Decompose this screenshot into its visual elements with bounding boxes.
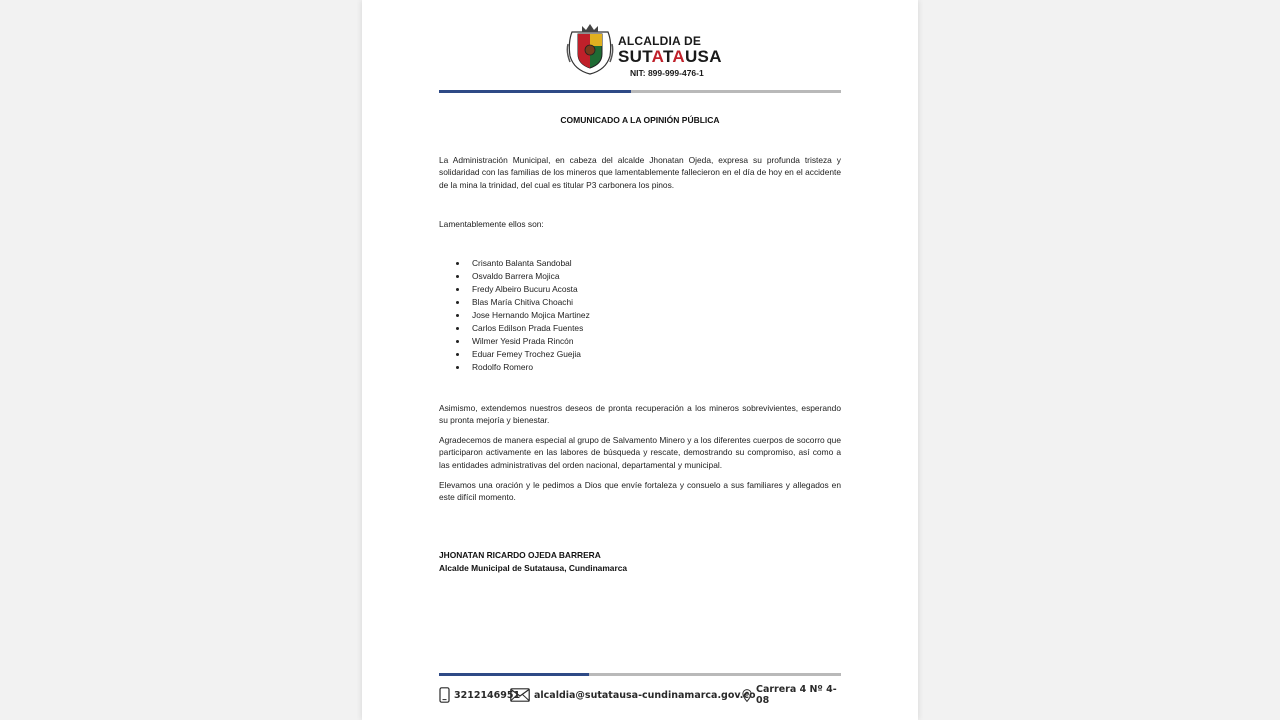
- paragraph-intro: La Administración Municipal, en cabeza del alcalde Jhonatan Ojeda, expresa su profunda tristeza y solidaridad con las familias de los mineros que lamentablemente fallecieron en el día de hoy en el accidente de la mina la trinidad, del cual es titular P3 carbonera los pinos.: [439, 155, 841, 190]
- brand-part: SUT: [618, 47, 652, 66]
- phone-icon: [439, 687, 450, 703]
- signature-role: Alcalde Municipal de Sutatausa, Cundinamarca: [439, 562, 628, 573]
- footer-phone: [439, 686, 520, 704]
- phone-number[interactable]: 3212146951: [454, 689, 521, 701]
- paragraph-survivors: Asimismo, extendemos nuestros deseos de pronta recuperación a los mineros sobrevivientes, esperando su pronta mejoría y bienestar.: [439, 403, 841, 426]
- contact-footer: [439, 686, 841, 704]
- document-page: [362, 0, 918, 720]
- document-title: COMUNICADO A LA OPINIÓN PÚBLICA: [560, 115, 720, 125]
- victims-list: [456, 257, 590, 374]
- address-text: Carrera 4 Nº 4-08: [755, 684, 837, 706]
- divider-accent: [439, 673, 589, 676]
- list-item: Wilmer Yesid Prada Rincón: [456, 335, 590, 348]
- list-item: Carlos Edilson Prada Fuentes: [456, 322, 590, 335]
- list-item: Crisanto Balanta Sandobal: [456, 257, 590, 270]
- municipality-brand: [618, 34, 722, 78]
- nit-number: NIT: 899-999-476-1: [630, 68, 704, 78]
- signature-block: [439, 549, 627, 574]
- coat-of-arms-icon: [566, 22, 614, 76]
- brand-line2: [618, 47, 722, 67]
- signature-name: JHONATAN RICARDO OJEDA BARRERA: [439, 550, 601, 560]
- location-pin-icon: [742, 688, 752, 703]
- list-item: Fredy Albeiro Bucuru Acosta: [456, 283, 590, 296]
- email-link[interactable]: alcaldia@sutatausa-cundinamarca.gov.co: [534, 689, 756, 701]
- list-item: Rodolfo Romero: [456, 361, 590, 374]
- footer-address: [742, 686, 841, 704]
- list-item: Eduar Femey Trochez Guejia: [456, 348, 590, 361]
- paragraph-prayer: Elevamos una oración y le pedimos a Dios que envíe fortaleza y consuelo a sus familiares y allegados en este difícil momento.: [439, 480, 841, 503]
- list-item: Osvaldo Barrera Mojica: [456, 270, 590, 283]
- divider-accent: [439, 90, 631, 93]
- brand-line1: ALCALDIA DE: [618, 34, 702, 48]
- footer-email: [510, 686, 756, 704]
- brand-part: USA: [684, 47, 722, 66]
- paragraph-thanks: Agradecemos de manera especial al grupo de Salvamento Minero y a los diferentes cuerpos de socorro que participaron activamente en las labores de búsqueda y rescate, demostrando su compromiso, así como a las entidades administrativas del orden nacional, departamental y municipal.: [439, 435, 841, 470]
- brand-part: T: [662, 47, 673, 66]
- list-item: Blas María Chitiva Choachi: [456, 296, 590, 309]
- letterhead: [362, 18, 918, 80]
- paragraph-list-intro: Lamentablemente ellos son:: [439, 219, 544, 229]
- brand-part: A: [651, 47, 663, 66]
- brand-part: A: [672, 47, 685, 66]
- list-item: Jose Hernando Mojica Martinez: [456, 309, 590, 322]
- header-divider: [439, 90, 841, 93]
- footer-divider: [439, 673, 841, 676]
- envelope-icon: [510, 688, 530, 702]
